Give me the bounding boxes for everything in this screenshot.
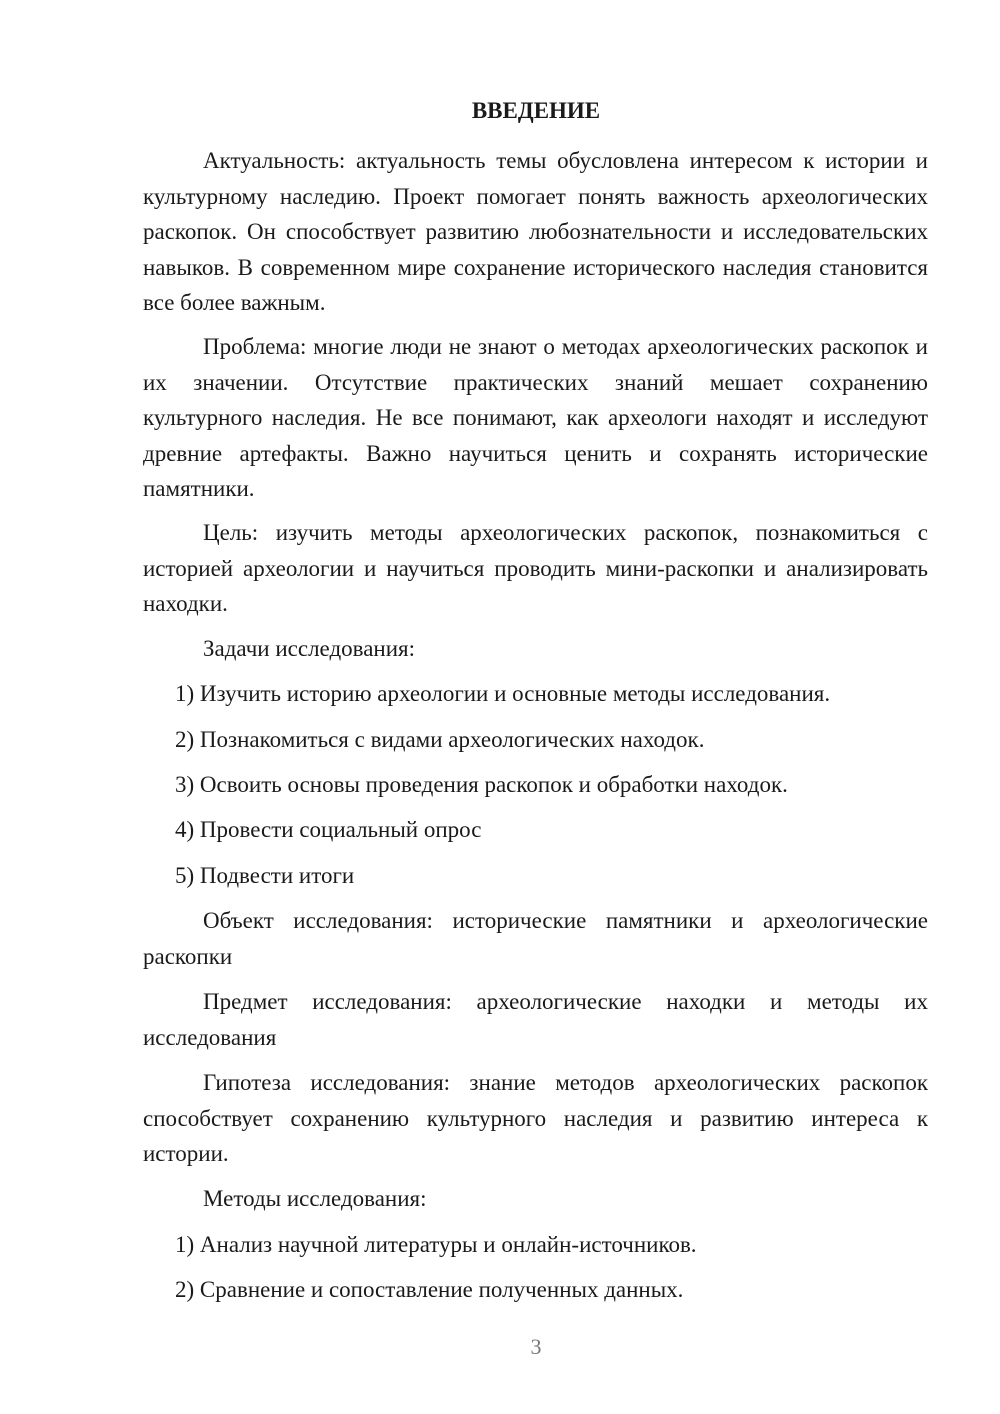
page-number: 3 xyxy=(530,1334,542,1359)
task-item: 1) Изучить историю археологии и основные методы исследования. xyxy=(175,681,831,706)
hypothesis-paragraph: Гипотеза исследования: знание методов археологических раскопок способствует сохранению культурного наследия и развитию интереса к истории. xyxy=(143,1070,928,1166)
method-item: 1) Анализ научной литературы и онлайн-источников. xyxy=(175,1232,697,1257)
subject-paragraph: Предмет исследования: археологические находки и методы их исследования xyxy=(143,989,928,1050)
goal-paragraph: Цель: изучить методы археологических раскопок, познакомиться с историей археологии и научиться проводить мини-раскопки и анализировать находки. xyxy=(143,520,928,616)
object-paragraph: Объект исследования: исторические памятники и археологические раскопки xyxy=(143,908,928,969)
task-item: 2) Познакомиться с видами археологических находок. xyxy=(175,727,705,752)
page-title: ВВЕДЕНИЕ xyxy=(471,98,601,123)
task-item: 3) Освоить основы проведения раскопок и обработки находок. xyxy=(175,772,788,797)
method-item: 2) Сравнение и сопоставление полученных данных. xyxy=(175,1277,684,1302)
problem-paragraph: Проблема: многие люди не знают о методах археологических раскопок и их значении. Отсутствие практических знаний мешает сохранению культурного наследия. Не все понимают, как археологи находят и исследуют древние артефакты. Важно научиться ценить и сохранять исторические памятники. xyxy=(143,334,928,501)
relevance-paragraph: Актуальность: актуальность темы обусловлена интересом к истории и культурному наследию. Проект помогает понять важность археологических раскопок. Он способствует развитию любознательности и исследовательских навыков. В современном мире сохранение исторического наследия становится все более важным. xyxy=(143,148,928,315)
tasks-heading: Задачи исследования: xyxy=(203,636,416,661)
task-item: 4) Провести социальный опрос xyxy=(175,817,482,842)
task-item: 5) Подвести итоги xyxy=(175,863,355,888)
methods-heading: Методы исследования: xyxy=(203,1186,427,1211)
